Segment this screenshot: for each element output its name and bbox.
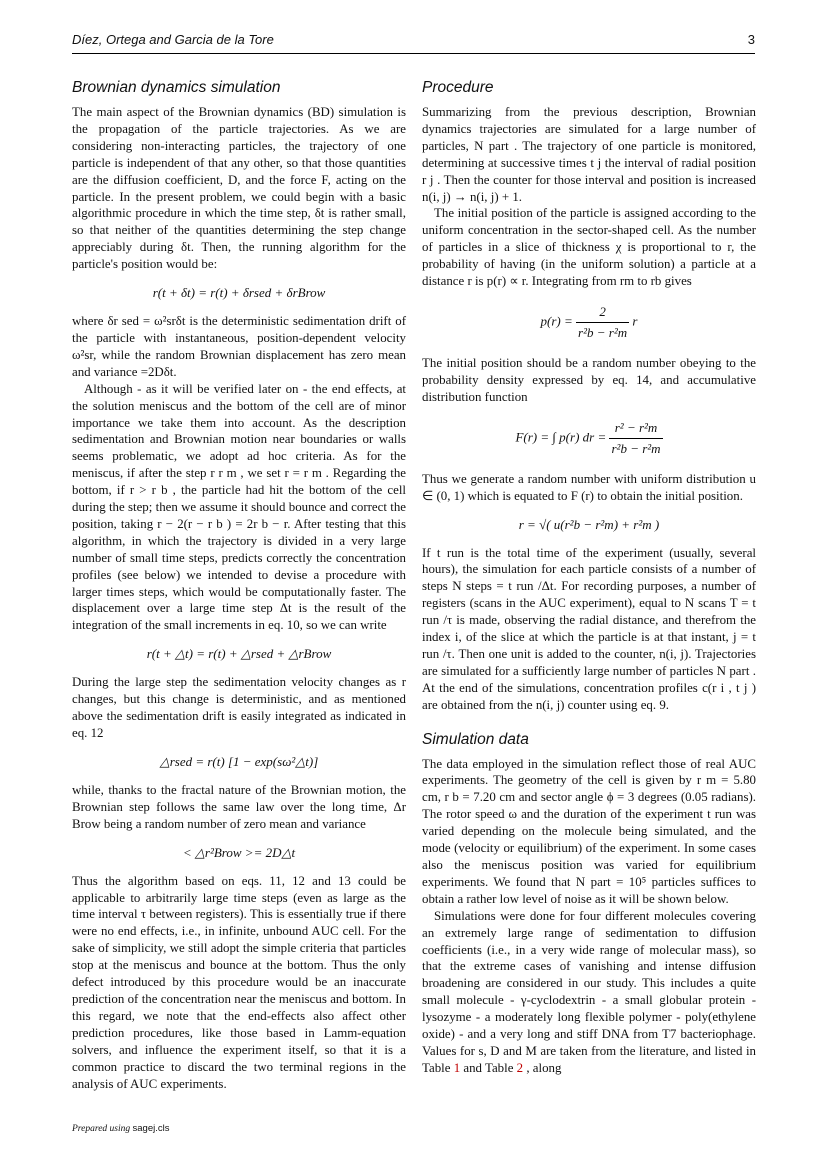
table-2-link[interactable]: 2 [516,1060,524,1075]
equation-fraction [609,418,662,459]
footer-prepared: Prepared using [72,1124,131,1134]
table-1-link[interactable]: 1 [453,1060,461,1075]
paragraph: If t run is the total time of the experiment (usually, several hours), the simulation for each particle consists of a number of steps N steps = t run /Δt. For recording purposes, a number of registers (scans in the AUC experiment), equal to N scans T = t run /τ is made, observing the radial distance, and therefrom the index i, of the slice at which the particle is at that instant, j = t run /τ. Then one unit is added to the counter, n(i, j). Trajectories are simulated for a sufficiently large number of particles N part . At the end of the simulations, concentration profiles c(r i , t j ) are obtained from the n(i, j) counter using eq. 9. [422,545,756,712]
paragraph: Summarizing from the previous description, Brownian dynamics trajectories are simulated for a large number of particles, N part . The trajectory of one particle is monitored, determining at successive times t j the interval of radial position r j . Then the counter for those interval and position is increased n(i, j) → n(i, j) + 1. [422,105,756,204]
paragraph: During the large step the sedimentation velocity changes as r changes, but this change is deterministic, and as mentioned above the sedimentation drift is easily integrated as indicated in eq. 12 [72,675,406,740]
paragraph: The initial position should be a random number obeying to the probability density expressed by eq. 14, and accumulative distribution function [422,355,756,404]
equation-16: r = √( u(r²b − r²m) + r²m ) [518,516,660,532]
paragraph-text: , along [526,1060,562,1075]
equation-14 [422,302,756,343]
paragraph-text: and Table [463,1060,514,1075]
equation-11: r(t + △t) = r(t) + △rsed + △rBrow [146,646,332,662]
paragraph-text: Simulations were done for four different molecules covering an extremely large range of sedimentation to diffusion coefficients (i.e., in a very wide range of molecular mass), so that the extreme cases of vanishing and intense diffusion broadening are considered in our study. This includes a quite small molecule - γ-cyclodextrin - a small globular protein - lysozyme - a moderately long flexible polymer - poly(ethylene oxide) - and a very long and stiff DNA from T7 bacteriophage. Values for s, D and M are taken from the literature, and listed in Table [422,908,756,1075]
paragraph: where δr sed = ω²srδt is the deterministic sedimentation drift of the particle with instantaneous, position-dependent velocity ω²sr, while the random Brownian displacement has zero mean and variance =2Dδt. [72,314,406,379]
section-title-procedure: Procedure [422,79,494,96]
paragraph: Although - as it will be verified later on - the end effects, at the solution meniscus and the bottom of the cell are of minor importance we take them into account. As the description sedimentation and Brownian motion near boundaries or walls seems problematic, we adopt ad hoc criteria. As for the meniscus, if after the step r r m , we set r = r m . Regarding the bottom, if r > r b , the particle had hit the bottom of the cell during the step; then we assume it should bounce and correct the position, taking r − 2(r − r b ) = 2r b − r. After testing that this algorithm, in which the trajectory is divided in a very large number of small time steps, predicts correctly the concentration profiles (see below) we intended to devise a procedure with larger times steps, which would be computationally faster. The displacement over a large time step Δt is the result of the integration of the small increments in eq. 10, so we can write [72,381,406,633]
equation-fraction [576,302,629,343]
paragraph: Thus we generate a random number with uniform distribution u ∈ (0, 1) which is equated to F (r) to obtain the initial position. [422,471,756,503]
right-column [422,74,756,1077]
equation-12: △rsed = r(t) [1 − exp(sω²△t)] [159,753,319,769]
paragraph: The main aspect of the Brownian dynamics (BD) simulation is the propagation of the particle trajectories. As we are considering non-interacting particles, the trajectory of one particle is independent of that any other, so that those quantities are the diffusion coefficient, D, and the force F, acting on the particle. In the present problem, we could begin with a basic algorithmic procedure in which the time step, δt is rather small, so that neither of the quantities determining the step change appreciably during δt. Then, the running algorithm for the particle's position would be: [72,105,406,272]
header-rule [72,53,755,54]
equation-10: r(t + δt) = r(t) + δrsed + δrBrow [152,285,326,301]
equation-15 [422,418,756,459]
section-title-simulation-data: Simulation data [422,730,529,748]
paragraph [422,908,756,1077]
left-column [72,74,406,1092]
page-number: 3 [747,32,755,47]
fraction-denominator: r²b − r²m [611,440,661,456]
equation-lhs: p(r) = [540,313,573,329]
section-spacer [422,714,756,726]
paragraph: Thus the algorithm based on eqs. 11, 12 and 13 could be applicable to arbitrarily large time steps (even as large as the time interval τ between registers). This is essentially true if there were no end effects, i.e., in infinite, unbound AUC cell. For the sake of simplicity, we still adopt the simple criteria that particles stop at the meniscus and bounce at the bottom. Thus the only defect introduced by this procedure would be an inaccurate prediction of the concentration near the meniscus and bottom. In this regard, we note that the end-effects also affect other prediction procedures, like those based in Lamm-equation solvers, and influence the experiment itself, so that it is a common practice to discard the two terminal regions in the analysis of AUC experiments. [72,873,406,1091]
running-head-authors: Díez, Ortega and Garcia de la Tore [72,32,274,47]
running-head [72,30,755,50]
equation-rhs: r [632,313,638,329]
equation-13: < △r²Brow >= 2D△t [182,844,296,860]
fraction-numerator: 2 [576,302,629,323]
footer [72,1123,169,1134]
section-title-brownian-dynamics: Brownian dynamics simulation [72,79,281,96]
paragraph: The initial position of the particle is assigned according to the uniform concentration in the sector-shaped cell. As the number of particles in a slice of thickness χ is proportional to r, the probability of having (in the uniform solution) a particle at a distance r is p(r) ∝ r. Integrating from rm to rb gives [422,206,756,289]
paragraph: while, thanks to the fractal nature of the Brownian motion, the Brownian step follows the same law over the long time, Δr Brow being a random number of zero mean and variance [72,782,406,831]
equation-lhs: F(r) = ∫ p(r) dr = [515,429,607,445]
paragraph: The data employed in the simulation reflect those of real AUC experiments. The geometry of the cell is given by r m = 5.80 cm, r b = 7.20 cm and sector angle ϕ = 3 degrees (0.05 radians). The rotor speed ω and the duration of the experiment t run was varied depending on the molecule being simulated, and the mode (velocity or equilibrium) of the experiment. In some cases also the meniscus position was varied for equilibrium experiments. We found that N part = 10⁵ particles suffices to obtain a rather low level of noise as it will be shown below. [422,756,756,906]
footer-cls: sagej.cls [132,1123,170,1134]
fraction-denominator: r²b − r²m [578,324,628,340]
fraction-numerator: r² − r²m [609,418,662,439]
